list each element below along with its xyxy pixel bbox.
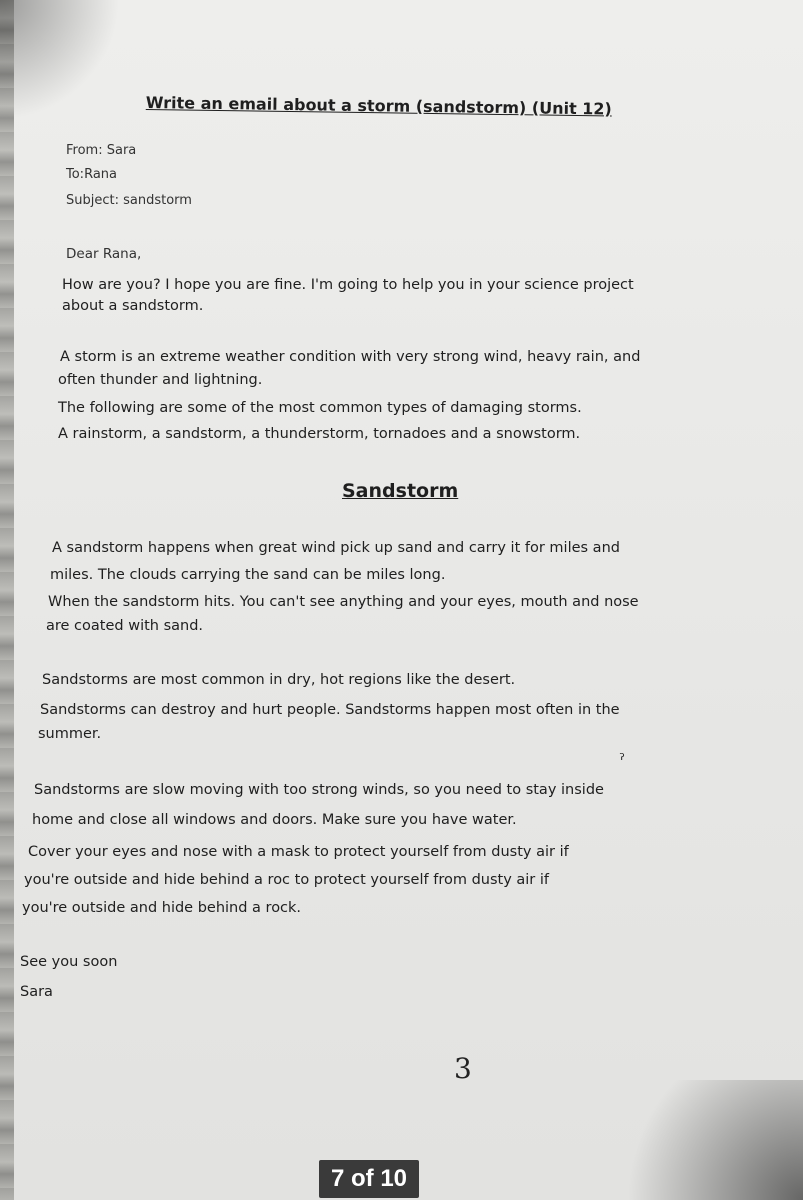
email-from: From: Sara bbox=[66, 143, 137, 158]
sandstorm-p1-line-2: miles. The clouds carrying the sand can be miles long. bbox=[50, 567, 446, 583]
pen-tick-mark: ˀ bbox=[619, 750, 625, 769]
sandstorm-p3-line-3: Cover your eyes and nose with a mask to protect yourself from dusty air if bbox=[28, 844, 569, 860]
sandstorm-p1-line-4: are coated with sand. bbox=[46, 618, 204, 634]
sandstorm-p2-line-2: Sandstorms can destroy and hurt people. Sandstorms happen most often in the bbox=[40, 702, 620, 718]
greeting: Dear Rana, bbox=[66, 246, 142, 262]
signature: Sara bbox=[20, 984, 53, 1000]
intro-line-2: about a sandstorm. bbox=[62, 298, 204, 314]
image-counter: 7 of 10 bbox=[319, 1160, 419, 1198]
sandstorm-p1-line-3: When the sandstorm hits. You can't see anything and your eyes, mouth and nose bbox=[48, 594, 639, 610]
document-title: Write an email about a storm (sandstorm) (Unit 12) bbox=[145, 92, 612, 119]
storm-line-1: A storm is an extreme weather condition with very strong wind, heavy rain, and bbox=[60, 349, 641, 365]
page-edge-shadow bbox=[0, 0, 14, 1200]
sandstorm-p3-line-4: you're outside and hide behind a roc to protect yourself from dusty air if bbox=[24, 872, 550, 888]
sandstorm-p1-line-1: A sandstorm happens when great wind pick up sand and carry it for miles and bbox=[52, 540, 620, 556]
sandstorm-p3-line-1: Sandstorms are slow moving with too strong winds, so you need to stay inside bbox=[34, 782, 604, 798]
sandstorm-p3-line-5: you're outside and hide behind a rock. bbox=[22, 900, 302, 916]
email-subject: Subject: sandstorm bbox=[66, 193, 192, 208]
section-title: Sandstorm bbox=[342, 480, 459, 502]
email-to: To:Rana bbox=[66, 167, 117, 182]
storm-line-2: often thunder and lightning. bbox=[58, 372, 263, 388]
handwritten-page-number: 3 bbox=[454, 1052, 472, 1085]
corner-shadow-top bbox=[0, 0, 120, 120]
sandstorm-p3-line-2: home and close all windows and doors. Make sure you have water. bbox=[32, 812, 517, 828]
storm-line-3: The following are some of the most common types of damaging storms. bbox=[58, 400, 582, 416]
intro-line-1: How are you? I hope you are fine. I'm going to help you in your science project bbox=[62, 277, 634, 293]
sandstorm-p2-line-3: summer. bbox=[38, 726, 102, 742]
sandstorm-p2-line-1: Sandstorms are most common in dry, hot regions like the desert. bbox=[42, 672, 516, 688]
storm-line-4: A rainstorm, a sandstorm, a thunderstorm, tornadoes and a snowstorm. bbox=[58, 426, 581, 442]
closing: See you soon bbox=[20, 954, 118, 970]
corner-shadow-bottom bbox=[583, 1080, 803, 1200]
